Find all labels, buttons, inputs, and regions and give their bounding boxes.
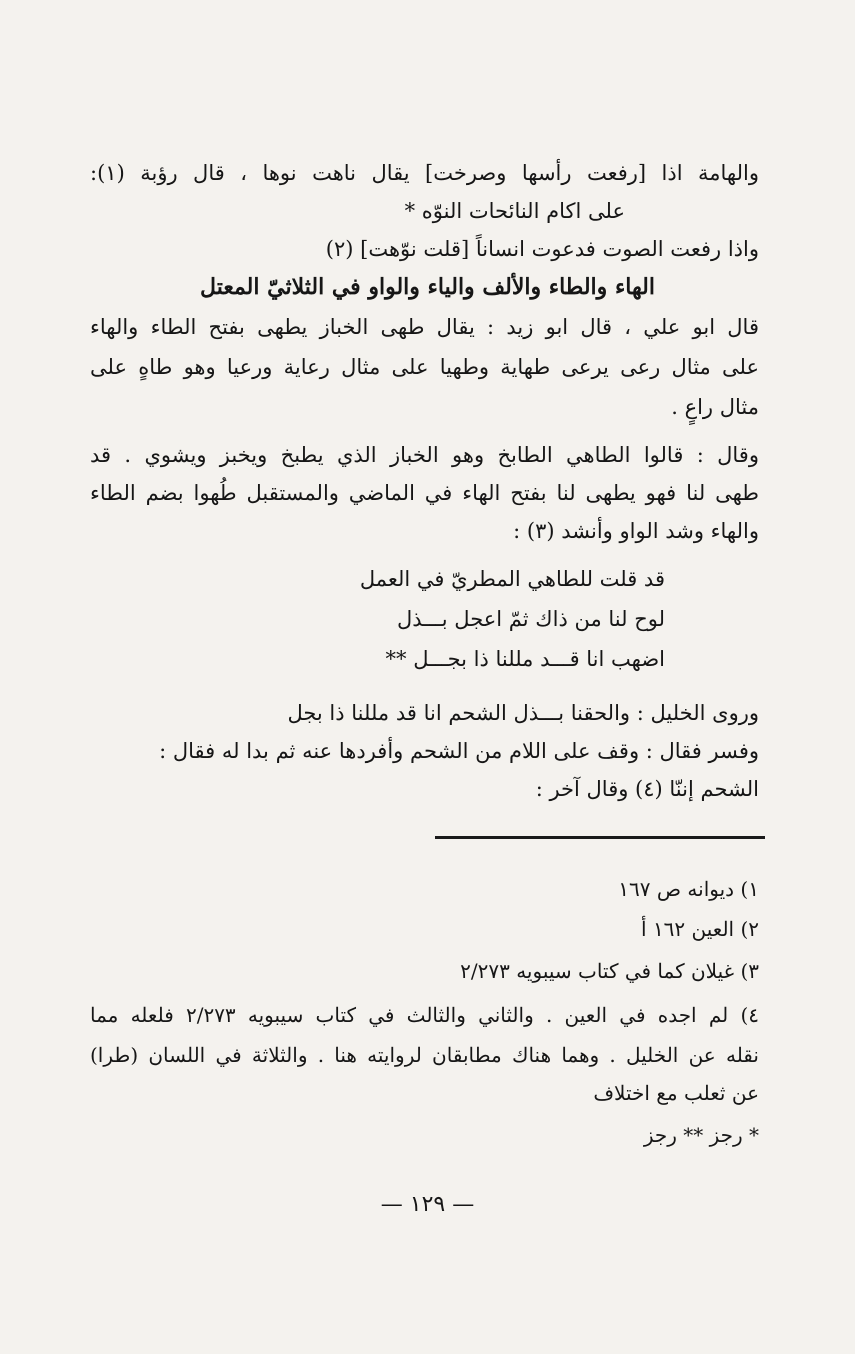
text-line-5: قال ابو علي ، قال ابو زيد : يقال طهى الخباز يطهى بفتح الطاء والهاء — [90, 315, 759, 339]
text-line-6: على مثال رعى يرعى طهاية وطهيا على مثال رعاية ورعيا وهو طاهٍ على — [90, 355, 759, 379]
verse-line-4: اضهب انا قـــد مللنا ذا بجـــل ** — [385, 647, 665, 671]
verse-line-2: قد قلت للطاهي المطريّ في العمل — [359, 567, 665, 591]
text-line-1: والهامة اذا [رفعت رأسها وصرخت] يقال ناهت نوها ، قال رؤبة (١): — [90, 161, 759, 185]
text-line-10: والهاء وشد الواو وأنشد (٣) : — [513, 519, 759, 543]
section-heading: الهاء والطاء والألف والياء والواو في الثلاثيّ المعتل — [200, 274, 655, 300]
footnote-1: ١) ديوانه ص ١٦٧ — [618, 877, 759, 901]
footnote-separator — [435, 836, 765, 839]
footnote-2: ٢) العين ١٦٢ أ — [641, 917, 759, 941]
verse-line-1: على اكام النائحات النوّه * — [404, 199, 625, 223]
text-line-7: مثال راعٍ . — [671, 395, 759, 419]
text-line-8: وقال : قالوا الطاهي الطابخ وهو الخباز الذي يطبخ ويخبز ويشوي . قد — [90, 443, 759, 467]
text-line-3: واذا رفعت الصوت فدعوت انساناً [قلت نوّهت] (٢) — [325, 237, 759, 261]
footnote-4-line-2: نقله عن الخليل . وهما هناك مطابقان لروايته هنا . والثلاثة في اللسان (طرا) — [90, 1043, 759, 1067]
text-line-15: وفسر فقال : وقف على اللام من الشحم وأفردها عنه ثم بدا له فقال : — [159, 739, 759, 763]
verse-line-3: لوح لنا من ذاك ثمّ اعجل بـــذل — [397, 607, 665, 631]
footnote-4-line-1: ٤) لم اجده في العين . والثاني والثالث في كتاب سيبويه ٢/٢٧٣ فلعله مما — [90, 1003, 759, 1027]
page-number: — ١٢٩ — — [380, 1192, 475, 1217]
text-line-16: الشحم إننّا (٤) وقال آخر : — [535, 777, 759, 801]
text-line-9: طهى لنا فهو يطهى لنا بفتح الهاء في الماضي والمستقبل طُهوا بضم الطاء — [90, 481, 759, 505]
footnote-4-line-3: عن ثعلب مع اختلاف — [593, 1081, 759, 1105]
meter-note: * رجز ** رجز — [643, 1123, 759, 1147]
text-line-14: وروى الخليل : والحقنا بـــذل الشحم انا قد مللنا ذا بجل — [287, 701, 759, 725]
footnote-3: ٣) غيلان كما في كتاب سيبويه ٢/٢٧٣ — [460, 959, 759, 983]
